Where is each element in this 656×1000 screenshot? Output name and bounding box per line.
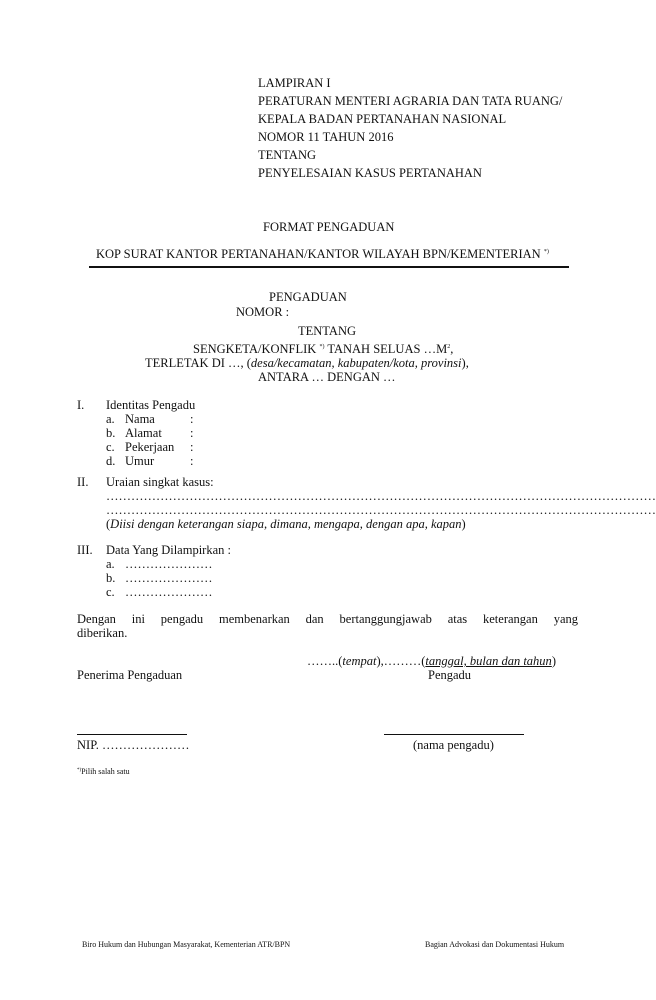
complainant-name: (nama pengadu) — [413, 738, 494, 752]
list-item-letter: b. — [106, 571, 116, 585]
dotted-line: …………………………………………………………………………………………………………………… — [106, 489, 656, 503]
format-title: FORMAT PENGADUAN — [263, 220, 395, 234]
place-placeholder: tempat — [342, 654, 377, 668]
instruction-text: Diisi dengan keterangan siapa, dimana, mengapa, dengan apa, kapan — [110, 517, 462, 531]
doc-subject-label: TENTANG — [298, 324, 357, 338]
field-label: Umur — [125, 454, 155, 468]
declaration-line: diberikan. — [77, 626, 128, 640]
doc-number: NOMOR : — [236, 305, 290, 319]
section-numeral: I. — [77, 398, 85, 412]
doc-title: PENGADUAN — [269, 290, 347, 304]
header-line: LAMPIRAN I — [258, 76, 331, 90]
list-item-letter: c. — [106, 585, 115, 599]
footnote — [77, 765, 130, 779]
field-colon: : — [190, 440, 194, 454]
section-numeral: III. — [77, 543, 93, 557]
instruction-paren: ( — [106, 517, 111, 531]
section-heading: Identitas Pengadu — [106, 398, 196, 412]
footer-right: Bagian Advokasi dan Dokumentasi Hukum — [425, 940, 565, 949]
footnote-marker: *) — [543, 249, 549, 255]
subject-text: TANAH SELUAS …M — [327, 342, 448, 356]
section-numeral: II. — [77, 475, 89, 489]
header-line: KEPALA BADAN PERTANAHAN NASIONAL — [258, 112, 507, 126]
instruction-paren: ) — [461, 517, 466, 531]
complainant-signature-line — [384, 734, 524, 735]
place-date-dots: ),………( — [376, 654, 426, 668]
receiver-nip: NIP. ………………… — [77, 738, 190, 752]
field-colon: : — [190, 454, 194, 468]
letterhead-placeholder — [96, 247, 549, 261]
field-label: Pekerjaan — [125, 440, 175, 454]
subject-text: SENGKETA/KONFLIK — [193, 342, 317, 356]
field-label: Alamat — [125, 426, 162, 440]
subject-location: desa/kecamatan, kabupaten/kota, provinsi — [250, 356, 462, 370]
list-item-letter: a. — [106, 557, 115, 571]
footnote-text: Pilih salah satu — [81, 767, 130, 776]
list-item-letter: b. — [106, 426, 116, 440]
attachment-dots: ………………… — [125, 571, 213, 585]
subject-text: TERLETAK DI …, ( — [145, 356, 251, 370]
header-line: PERATURAN MENTERI AGRARIA DAN TATA RUANG/ — [258, 94, 563, 108]
date-placeholder: tanggal, bulan dan tahun — [425, 654, 552, 668]
subject-line-1 — [193, 342, 453, 356]
subject-line-3: ANTARA … DENGAN … — [258, 370, 396, 384]
list-item-letter: a. — [106, 412, 115, 426]
declaration-line: Dengan ini pengadu membenarkan dan bertanggungjawab atas keterangan yang — [77, 612, 578, 626]
attachment-dots: ………………… — [125, 557, 213, 571]
header-line: PENYELESAIAN KASUS PERTANAHAN — [258, 166, 482, 180]
complainant-label: Pengadu — [428, 668, 472, 682]
place-date-paren: ) — [551, 654, 556, 668]
footnote-marker: *) — [77, 768, 82, 773]
letterhead-text: KOP SURAT KANTOR PERTANAHAN/KANTOR WILAYAH BPN/KEMENTERIAN — [96, 247, 541, 261]
list-item-letter: c. — [106, 440, 115, 454]
list-item-letter: d. — [106, 454, 116, 468]
header-line: NOMOR 11 TAHUN 2016 — [258, 130, 394, 144]
footnote-marker: *) — [319, 344, 325, 350]
superscript: 2 — [447, 344, 451, 350]
footer-left: Biro Hukum dan Hubungan Masyarakat, Kementerian ATR/BPN — [82, 940, 291, 949]
attachment-dots: ………………… — [125, 585, 213, 599]
field-label: Nama — [125, 412, 155, 426]
letterhead-rule — [89, 266, 569, 268]
place-date — [307, 654, 556, 668]
header-line: TENTANG — [258, 148, 317, 162]
subject-text: , — [450, 342, 454, 356]
instruction-note — [106, 517, 466, 531]
receiver-signature-line — [77, 734, 187, 735]
section-heading: Uraian singkat kasus: — [106, 475, 214, 489]
place-date-dots: ……..( — [307, 654, 343, 668]
subject-text: ), — [461, 356, 469, 370]
section-heading: Data Yang Dilampirkan : — [106, 543, 231, 557]
receiver-label: Penerima Pengaduan — [77, 668, 183, 682]
dotted-line: …………………………………………………………………………………………………………………… — [106, 503, 656, 517]
field-colon: : — [190, 412, 194, 426]
subject-line-2 — [145, 356, 469, 370]
field-colon: : — [190, 426, 194, 440]
